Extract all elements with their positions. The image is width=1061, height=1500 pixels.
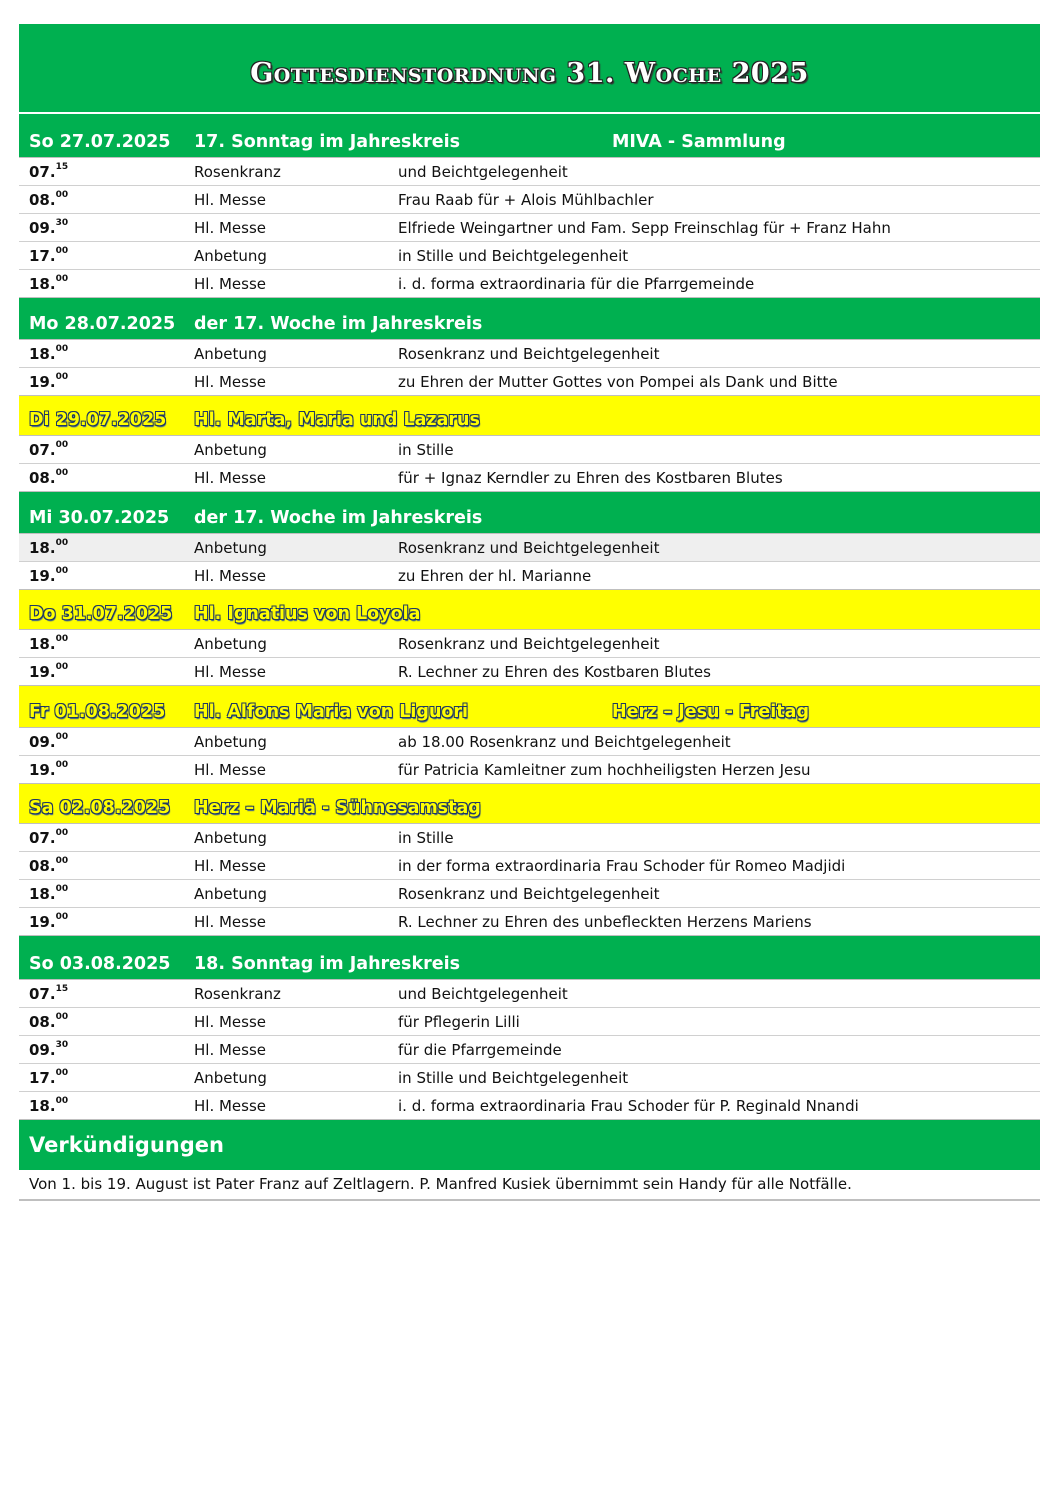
- day-block: [19, 936, 1040, 1120]
- day-header: [19, 590, 1040, 630]
- day-date: Mi 30.07.2025: [29, 508, 170, 528]
- service-time: 18.00: [29, 537, 69, 557]
- schedule-sheet: [19, 24, 1040, 1201]
- service-time: 17.00: [29, 245, 69, 265]
- service-type: Anbetung: [194, 1068, 267, 1087]
- service-time: 18.00: [29, 633, 69, 653]
- service-type: Hl. Messe: [194, 912, 267, 931]
- service-time: 09.30: [29, 1039, 69, 1059]
- day-header: [19, 396, 1040, 436]
- day-date: So 27.07.2025: [29, 132, 171, 152]
- service-type: Hl. Messe: [194, 468, 267, 487]
- day-block: [19, 298, 1040, 396]
- service-row: [19, 658, 1040, 685]
- service-intention: in Stille: [398, 828, 454, 847]
- announcements-heading: Verkündigungen: [19, 1120, 1040, 1170]
- service-row: [19, 464, 1040, 491]
- service-row: [19, 534, 1040, 562]
- day-date: Do 31.07.2025: [29, 604, 173, 624]
- service-row: [19, 908, 1040, 935]
- service-time: 18.00: [29, 883, 69, 903]
- service-time: 09.30: [29, 217, 69, 237]
- service-time: 09.00: [29, 731, 69, 751]
- service-row: [19, 1008, 1040, 1036]
- service-time: 08.00: [29, 189, 69, 209]
- service-type: Anbetung: [194, 732, 267, 751]
- service-type: Anbetung: [194, 884, 267, 903]
- day-liturgical-name: 17. Sonntag im Jahreskreis: [194, 132, 461, 152]
- day-header: [19, 936, 1040, 980]
- day-liturgical-name: Herz – Mariä - Sühnesamstag: [194, 798, 481, 818]
- service-type: Hl. Messe: [194, 662, 267, 681]
- service-row: [19, 368, 1040, 395]
- day-liturgical-name: 18. Sonntag im Jahreskreis: [194, 954, 461, 974]
- service-row: [19, 270, 1040, 297]
- day-liturgical-name: der 17. Woche im Jahreskreis: [194, 508, 483, 528]
- service-row: [19, 756, 1040, 783]
- service-intention: in Stille und Beichtgelegenheit: [398, 1068, 629, 1087]
- service-row: [19, 852, 1040, 880]
- service-type: Hl. Messe: [194, 190, 267, 209]
- service-row: [19, 1036, 1040, 1064]
- day-date: So 03.08.2025: [29, 954, 171, 974]
- service-time: 07.00: [29, 439, 69, 459]
- service-type: Anbetung: [194, 538, 267, 557]
- service-time: 19.00: [29, 371, 69, 391]
- service-type: Rosenkranz: [194, 984, 281, 1003]
- service-type: Anbetung: [194, 246, 267, 265]
- service-type: Hl. Messe: [194, 372, 267, 391]
- day-header: [19, 492, 1040, 534]
- service-intention: in Stille: [398, 440, 454, 459]
- service-intention: und Beichtgelegenheit: [398, 162, 568, 181]
- day-liturgical-name: Hl. Marta, Maria und Lazarus: [194, 410, 480, 430]
- service-intention: Elfriede Weingartner und Fam. Sepp Freinschlag für + Franz Hahn: [398, 218, 891, 237]
- service-intention: zu Ehren der hl. Marianne: [398, 566, 592, 585]
- service-row: [19, 340, 1040, 368]
- service-time: 19.00: [29, 911, 69, 931]
- service-type: Anbetung: [194, 634, 267, 653]
- day-block: [19, 590, 1040, 686]
- day-header: [19, 114, 1040, 158]
- service-intention: ab 18.00 Rosenkranz und Beichtgelegenheit: [398, 732, 731, 751]
- day-date: Fr 01.08.2025: [29, 702, 166, 722]
- day-liturgical-name: der 17. Woche im Jahreskreis: [194, 314, 483, 334]
- service-row: [19, 728, 1040, 756]
- day-date: Sa 02.08.2025: [29, 798, 171, 818]
- service-intention: Rosenkranz und Beichtgelegenheit: [398, 538, 660, 557]
- service-time: 18.00: [29, 343, 69, 363]
- service-row: [19, 630, 1040, 658]
- service-type: Anbetung: [194, 344, 267, 363]
- service-intention: in der forma extraordinaria Frau Schoder für Romeo Madjidi: [398, 856, 846, 875]
- day-header: [19, 784, 1040, 824]
- service-intention: für + Ignaz Kerndler zu Ehren des Kostbaren Blutes: [398, 468, 783, 487]
- service-type: Hl. Messe: [194, 1040, 267, 1059]
- service-row: [19, 436, 1040, 464]
- service-time: 19.00: [29, 565, 69, 585]
- service-intention: R. Lechner zu Ehren des unbefleckten Herzens Mariens: [398, 912, 812, 931]
- service-type: Anbetung: [194, 440, 267, 459]
- service-time: 19.00: [29, 759, 69, 779]
- day-header: [19, 686, 1040, 728]
- service-time: 18.00: [29, 1095, 69, 1115]
- page-title: Gottesdienstordnung 31. Woche 2025: [250, 57, 809, 89]
- service-intention: für Pflegerin Lilli: [398, 1012, 520, 1031]
- service-row: [19, 214, 1040, 242]
- service-row: [19, 880, 1040, 908]
- service-row: [19, 824, 1040, 852]
- service-intention: Frau Raab für + Alois Mühlbachler: [398, 190, 654, 209]
- day-extra-note: MIVA - Sammlung: [612, 132, 786, 152]
- service-time: 17.00: [29, 1067, 69, 1087]
- day-block: [19, 396, 1040, 492]
- service-time: 19.00: [29, 661, 69, 681]
- announcements-text: Von 1. bis 19. August ist Pater Franz auf Zeltlagern. P. Manfred Kusiek übernimmt sein Handy für alle Notfälle.: [19, 1170, 1040, 1201]
- day-block: [19, 686, 1040, 784]
- service-intention: zu Ehren der Mutter Gottes von Pompei als Dank und Bitte: [398, 372, 838, 391]
- day-liturgical-name: Hl. Alfons Maria von Liguori: [194, 702, 469, 722]
- service-type: Hl. Messe: [194, 760, 267, 779]
- title-bar: [19, 24, 1040, 114]
- service-time: 18.00: [29, 273, 69, 293]
- service-type: Hl. Messe: [194, 566, 267, 585]
- service-row: [19, 562, 1040, 589]
- service-intention: Rosenkranz und Beichtgelegenheit: [398, 634, 660, 653]
- service-row: [19, 1092, 1040, 1119]
- service-type: Hl. Messe: [194, 1012, 267, 1031]
- day-date: Mo 28.07.2025: [29, 314, 176, 334]
- service-intention: R. Lechner zu Ehren des Kostbaren Blutes: [398, 662, 711, 681]
- service-intention: i. d. forma extraordinaria Frau Schoder für P. Reginald Nnandi: [398, 1096, 859, 1115]
- day-block: [19, 114, 1040, 298]
- day-block: [19, 492, 1040, 590]
- service-type: Anbetung: [194, 828, 267, 847]
- day-header: [19, 298, 1040, 340]
- service-intention: i. d. forma extraordinaria für die Pfarrgemeinde: [398, 274, 755, 293]
- day-date: Di 29.07.2025: [29, 410, 167, 430]
- service-type: Hl. Messe: [194, 856, 267, 875]
- day-block: [19, 784, 1040, 936]
- service-row: [19, 242, 1040, 270]
- service-intention: für Patricia Kamleitner zum hochheiligsten Herzen Jesu: [398, 760, 811, 779]
- service-intention: in Stille und Beichtgelegenheit: [398, 246, 629, 265]
- service-row: [19, 158, 1040, 186]
- day-extra-note: Herz – Jesu - Freitag: [612, 702, 810, 722]
- service-type: Hl. Messe: [194, 218, 267, 237]
- service-time: 07.15: [29, 161, 69, 181]
- service-time: 08.00: [29, 855, 69, 875]
- service-intention: und Beichtgelegenheit: [398, 984, 568, 1003]
- service-type: Hl. Messe: [194, 1096, 267, 1115]
- service-row: [19, 980, 1040, 1008]
- service-intention: für die Pfarrgemeinde: [398, 1040, 562, 1059]
- service-time: 07.15: [29, 983, 69, 1003]
- service-time: 07.00: [29, 827, 69, 847]
- day-liturgical-name: Hl. Ignatius von Loyola: [194, 604, 421, 624]
- service-time: 08.00: [29, 1011, 69, 1031]
- service-time: 08.00: [29, 467, 69, 487]
- service-row: [19, 1064, 1040, 1092]
- service-type: Hl. Messe: [194, 274, 267, 293]
- service-row: [19, 186, 1040, 214]
- service-intention: Rosenkranz und Beichtgelegenheit: [398, 884, 660, 903]
- service-intention: Rosenkranz und Beichtgelegenheit: [398, 344, 660, 363]
- day-list: [19, 114, 1040, 1120]
- service-type: Rosenkranz: [194, 162, 281, 181]
